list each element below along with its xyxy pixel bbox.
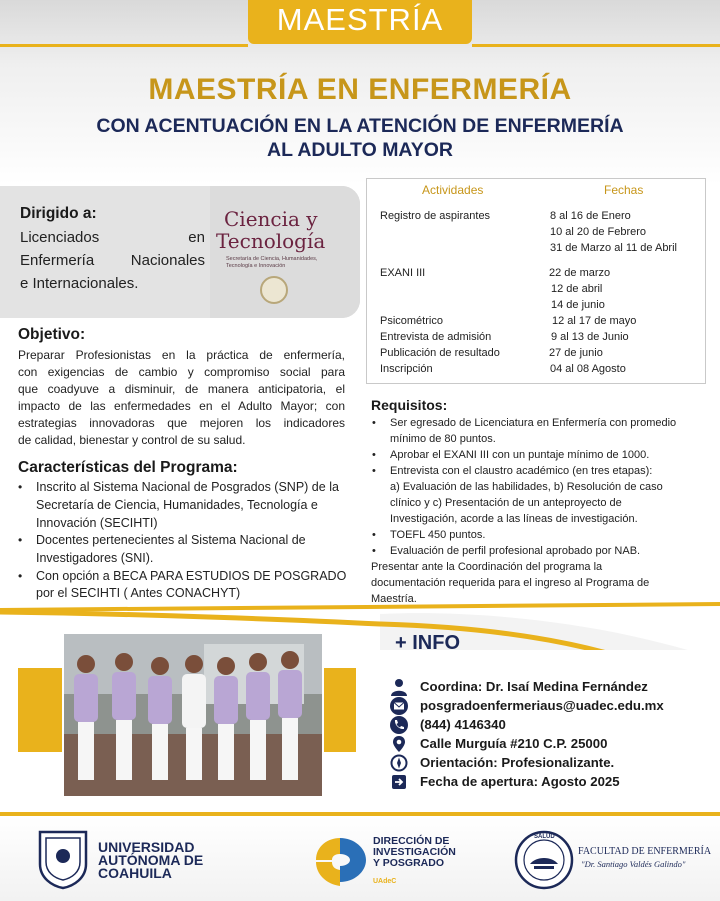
- objetivo-line: de calidad, bienestar y control de su salud.: [18, 433, 246, 447]
- faculty-seal-label: SALUD: [534, 834, 555, 840]
- info-address: Calle Murguía #210 C.P. 25000: [420, 736, 608, 751]
- info-coordinator: Coordina: Dr. Isaí Medina Fernández: [420, 679, 648, 694]
- schedule-date: 27 de junio: [549, 347, 603, 359]
- bullet-icon: •: [18, 569, 23, 583]
- schedule-activity: Psicométrico: [380, 315, 443, 327]
- requisito-line: Entrevista con el claustro académico (en tres etapas):: [390, 465, 653, 477]
- person-icon: [390, 678, 408, 696]
- objetivo-heading: Objetivo:: [18, 326, 86, 343]
- dip-name-line: Y POSGRADO: [373, 857, 444, 869]
- schedule-date: 14 de junio: [551, 299, 605, 311]
- requisito-line: clínico y c) Presentación de un anteproyecto de: [390, 497, 622, 509]
- subtitle-line-1: CON ACENTUACIÓN EN LA ATENCIÓN DE ENFERMERÍA: [96, 115, 624, 137]
- caracteristicas-heading: Características del Programa:: [18, 459, 238, 476]
- ciencia-logo-subtitle: Secretaría de Ciencia, Humanidades, Tecnología e Innovación: [226, 256, 318, 269]
- caracteristica-line: Con opción a BECA PARA ESTUDIOS DE POSGRADO: [36, 569, 347, 583]
- uadec-name: [98, 841, 203, 880]
- bullet-icon: •: [18, 533, 23, 547]
- caracteristica-line: Secretaría de Ciencia, Humanidades, Tecnología e: [36, 498, 318, 512]
- objetivo-line: impacto de las enfermedades en el Adulto Mayor; con: [18, 399, 345, 413]
- schedule-date: 9 al 13 de Junio: [551, 331, 629, 343]
- ciencia-logo-line-2: Tecnología: [216, 229, 326, 253]
- ciencia-logo-line-1: Ciencia y: [224, 207, 318, 231]
- dip-name-line: INVESTIGACIÓN: [373, 846, 456, 858]
- schedule-activity: Inscripción: [380, 363, 433, 375]
- bullet-icon: •: [372, 529, 376, 541]
- dirigido-line: Enfermería Nacionales: [20, 252, 205, 269]
- dip-name: [373, 836, 456, 869]
- uadec-name-line: UNIVERSIDAD: [98, 839, 195, 855]
- schedule-header-activities: Actividades: [422, 183, 484, 197]
- schedule-date: 12 al 17 de mayo: [552, 315, 637, 327]
- dirigido-line: e Internacionales.: [20, 275, 139, 292]
- dirigido-heading: Dirigido a:: [20, 205, 97, 222]
- requisito-line: a) Evaluación de las habilidades, b) Resolución de caso: [390, 481, 663, 493]
- banner-rule-left: [0, 44, 248, 47]
- government-seal-icon: [260, 276, 288, 304]
- dip-subtitle: UAdeC: [373, 878, 397, 885]
- requisito-line: mínimo de 80 puntos.: [390, 433, 496, 445]
- info-phone[interactable]: (844) 4146340: [420, 717, 506, 732]
- bullet-icon: •: [372, 417, 376, 429]
- schedule-date: 04 al 08 Agosto: [550, 363, 626, 375]
- schedule-date: 12 de abril: [551, 283, 603, 295]
- bullet-icon: •: [18, 480, 23, 494]
- subtitle-line-2: AL ADULTO MAYOR: [267, 139, 453, 161]
- bullet-icon: •: [372, 545, 376, 557]
- info-email[interactable]: posgradoenfermeriaus@uadec.edu.mx: [420, 698, 664, 713]
- compass-icon: [390, 754, 408, 772]
- envelope-icon: [390, 697, 408, 715]
- caracteristica-line: Investigadores (SNI).: [36, 551, 154, 565]
- uadec-shield-icon: [36, 828, 90, 890]
- info-opening-date: Fecha de apertura: Agosto 2025: [420, 774, 620, 789]
- nurses-illustration: [64, 634, 324, 798]
- bullet-icon: •: [372, 449, 376, 461]
- page-subtitle: [0, 114, 720, 162]
- schedule-date: 8 al 16 de Enero: [550, 210, 631, 222]
- nurses-group-photo: [62, 632, 324, 798]
- caracteristica-line: Inscrito al Sistema Nacional de Posgrados (SNP) de la: [36, 480, 339, 494]
- uadec-name-line: AUTÓNOMA DE: [98, 852, 204, 868]
- schedule-date: 31 de Marzo al 11 de Abril: [550, 242, 677, 254]
- faculty-subtitle: "Dr. Santiago Valdés Galindo": [581, 859, 686, 869]
- phone-icon: [390, 716, 408, 734]
- caracteristica-line: Innovación (SECIHTI): [36, 516, 158, 530]
- location-pin-icon: [390, 735, 408, 753]
- schedule-activity: EXANI III: [380, 267, 426, 279]
- requisito-line: Ser egresado de Licenciatura en Enfermería con promedio: [390, 417, 677, 429]
- schedule-activity: Registro de aspirantes: [380, 210, 491, 222]
- banner-label: MAESTRÍA: [276, 2, 444, 37]
- schedule-date: 10 al 20 de Febrero: [550, 226, 647, 238]
- caracteristica-line: Docentes pertenecientes al Sistema Nacional de: [36, 533, 306, 547]
- schedule-date: 22 de marzo: [549, 267, 611, 279]
- page-title: MAESTRÍA EN ENFERMERÍA: [148, 73, 572, 106]
- banner-rule-right: [472, 44, 720, 47]
- faculty-name: FACULTAD DE ENFERMERÍA: [578, 846, 712, 857]
- schedule-header-dates: Fechas: [604, 183, 644, 197]
- info-orientation: Orientación: Profesionalizante.: [420, 755, 615, 770]
- dip-name-line: DIRECCIÓN DE: [373, 835, 450, 847]
- info-heading: + INFO: [395, 632, 461, 654]
- objetivo-line: que coadyuve a disminuir, de manera anticipatoria, el: [18, 382, 345, 396]
- schedule-activity: Publicación de resultado: [380, 347, 500, 359]
- caracteristica-line: por el SECIHTI ( Antes CONACHYT): [36, 586, 241, 600]
- objetivo-line: con exigencias de cambio y compromiso social para: [18, 365, 345, 379]
- bullet-icon: •: [372, 465, 376, 477]
- calendar-arrow-icon: [390, 773, 408, 791]
- requisito-line: TOEFL 450 puntos.: [390, 529, 486, 541]
- dip-logo-icon: [312, 832, 370, 888]
- requisitos-heading: Requisitos:: [371, 397, 448, 413]
- requisito-closing-line: Maestría.: [371, 593, 417, 605]
- objetivo-line: Preparar Profesionistas en la práctica de enfermería,: [18, 348, 345, 362]
- requisito-closing-line: documentación requerida para el ingreso al Programa de: [371, 577, 650, 589]
- uadec-name-line: COAHUILA: [98, 865, 172, 881]
- dirigido-line: Licenciados en: [20, 229, 205, 246]
- requisito-line: Investigación, acorde a las líneas de investigación.: [390, 513, 638, 525]
- objetivo-line: estrategias innovadoras que mejoren los indicadores: [18, 416, 345, 430]
- schedule-activity: Entrevista de admisión: [380, 331, 492, 343]
- requisito-line: Evaluación de perfil profesional aprobado por NAB.: [390, 545, 641, 557]
- requisito-line: Aprobar el EXANI III con un puntaje mínimo de 1000.: [390, 449, 650, 461]
- requisito-closing-line: Presentar ante la Coordinación del programa la: [371, 561, 603, 573]
